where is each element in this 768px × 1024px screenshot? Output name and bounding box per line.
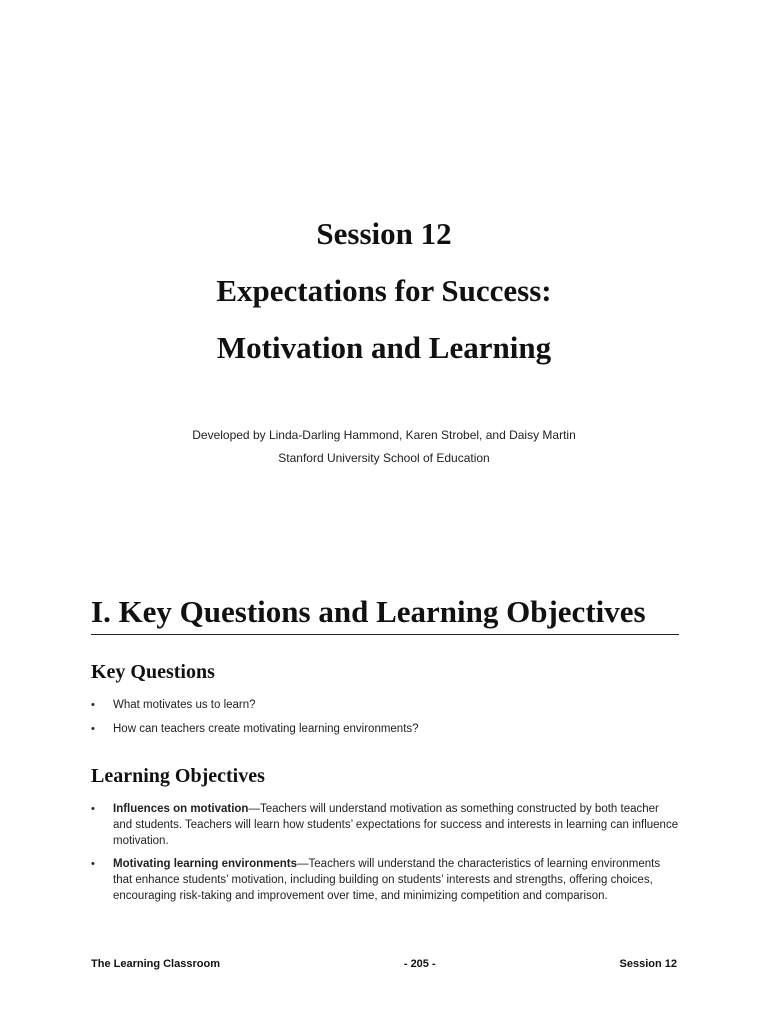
objective-term: Influences on motivation <box>113 803 249 815</box>
bullet-icon: • <box>91 699 95 711</box>
objective-text: —Teachers will understand the characteristics of learning environments that enhance students’ motivation, including building on students’ interests and strengths, offering choices, encouraging risk-taking and improvement over time, and minimizing competition and comparison. <box>113 858 661 902</box>
institution: Stanford University School of Education <box>278 451 490 465</box>
footer-book-title: The Learning Classroom <box>91 958 220 970</box>
title-line-2: Motivation and Learning <box>216 330 552 365</box>
session-title: Session 12 <box>316 216 452 251</box>
page-footer <box>91 958 677 970</box>
footer-page-number: - 205 - <box>403 958 436 970</box>
bullet-icon: • <box>91 723 95 735</box>
key-question-text: How can teachers create motivating learning environments? <box>113 723 419 735</box>
section-heading: I. Key Questions and Learning Objectives <box>91 592 679 635</box>
list-item <box>91 801 681 849</box>
learning-objectives-list <box>91 801 681 911</box>
bullet-icon: • <box>91 803 95 815</box>
footer-session: Session 12 <box>619 958 677 970</box>
objective-text: —Teachers will understand motivation as something constructed by both teacher and students. Teachers will learn how students’ expectations for success and interests in learning can influence motivation. <box>113 803 679 847</box>
key-questions-list <box>91 697 681 745</box>
credits <box>0 424 768 470</box>
key-question-text: What motivates us to learn? <box>113 699 256 711</box>
list-item <box>91 721 681 737</box>
developed-by: Developed by Linda-Darling Hammond, Karen Strobel, and Daisy Martin <box>192 428 576 442</box>
objective-term: Motivating learning environments <box>113 858 298 870</box>
section-header <box>91 592 679 635</box>
key-questions-heading: Key Questions <box>91 661 215 683</box>
learning-objectives-heading: Learning Objectives <box>91 765 265 787</box>
title-block <box>0 205 768 376</box>
list-item <box>91 697 681 713</box>
title-line-1: Expectations for Success: <box>216 273 552 308</box>
bullet-icon: • <box>91 858 95 870</box>
list-item <box>91 856 681 904</box>
